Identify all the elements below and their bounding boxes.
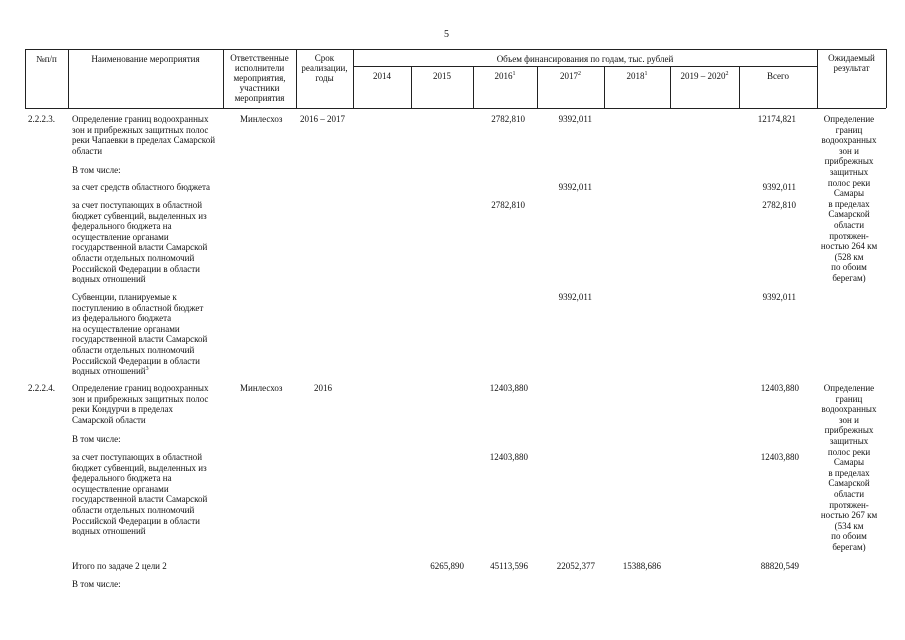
including-label: В том числе:: [72, 434, 121, 444]
header-year-2017: 2017$^2$: [560, 71, 581, 81]
header-total: Всего: [766, 71, 790, 81]
value-2017: 22052,377: [556, 561, 595, 571]
header-term: Срок реализации, годы: [301, 53, 348, 83]
header-responsible: Ответственные исполнители мероприятия, участники мероприятия: [230, 53, 289, 103]
header-funding: Объем финансирования по годам, тыс. рублей: [496, 54, 674, 64]
row-name: Определение границ водоохранных зон и прибрежных защитных полос реки Чапаевки в пределах Самарской области: [72, 114, 216, 156]
value-2017: 9392,011: [558, 292, 592, 302]
value-2015: 6265,890: [430, 561, 464, 571]
header-year-2014: 2014: [373, 71, 391, 81]
value-total: 9392,011: [762, 182, 796, 192]
header-year-2019-2020: 2019 – 2020$^2$: [680, 71, 729, 81]
row-responsible: Минлесхоз: [240, 383, 283, 393]
value-2016: 2782,810: [491, 114, 525, 124]
header-result: Ожидаемый результат: [828, 53, 875, 73]
subrow-name: за счет средств областного бюджета: [72, 182, 211, 192]
subrow-name: Субвенции, планируемые к поступлению в областной бюджет из федерального бюджета на осуществление органами государственной власти Самарской области отдельных полномочий Российской Федерации в области водных отношений$^3$: [72, 292, 208, 377]
value-2016: 12403,880: [489, 452, 528, 462]
header-year-2018: 2018$^1$: [626, 71, 648, 81]
value-2018: 15388,686: [622, 561, 661, 571]
subrow-name: за счет поступающих в областной бюджет субвенций, выделенных из федерального бюджета на осуществление органами государственной власти Самарской области отдельных полномочий Российской Федерации в области водных отношений: [72, 452, 208, 537]
including-label: В том числе:: [72, 579, 121, 589]
header-name: Наименование мероприятия: [91, 54, 200, 64]
including-label: В том числе:: [72, 165, 121, 175]
subrow-name: за счет поступающих в областной бюджет субвенций, выделенных из федерального бюджета на осуществление органами государственной власти Самарской области отдельных полномочий Российской Федерации в области водных отношений: [72, 200, 208, 285]
header-num: №п/п: [36, 54, 57, 64]
row-term: 2016 – 2017: [300, 114, 345, 124]
header-year-2015: 2015: [433, 71, 451, 81]
value-2017: 9392,011: [558, 182, 592, 192]
header-year-2016: 2016$^1$: [494, 71, 516, 81]
expected-result: Определение границ водоохранных зон и прибрежных защитных полос реки Самары в пределах Самарской области протяжен- ностью 264 км (528 км по обоим берегам): [820, 114, 878, 283]
value-2016: 2782,810: [491, 200, 525, 210]
row-number: 2.2.2.4.: [28, 383, 55, 393]
page-number: 5: [444, 29, 449, 40]
value-total: 12403,880: [760, 452, 799, 462]
value-total: 12403,880: [760, 383, 799, 393]
row-responsible: Минлесхоз: [240, 114, 283, 124]
value-total: 2782,810: [762, 200, 796, 210]
total-row-name: Итого по задаче 2 цели 2: [72, 561, 167, 571]
value-2017: 9392,011: [558, 114, 592, 124]
value-total: 9392,011: [762, 292, 796, 302]
value-total: 88820,549: [760, 561, 799, 571]
value-2016: 12403,880: [489, 383, 528, 393]
row-name: Определение границ водоохранных зон и прибрежных защитных полос реки Кондурчи в пределах Самарской области: [72, 383, 209, 425]
value-2016: 45113,596: [490, 561, 528, 571]
row-term: 2016: [314, 383, 332, 393]
value-total: 12174,821: [757, 114, 796, 124]
row-number: 2.2.2.3.: [28, 114, 55, 124]
expected-result: Определение границ водоохранных зон и прибрежных защитных полос реки Самары в пределах Самарской области протяжен- ностью 267 км (534 км по обоим берегам): [820, 383, 878, 552]
